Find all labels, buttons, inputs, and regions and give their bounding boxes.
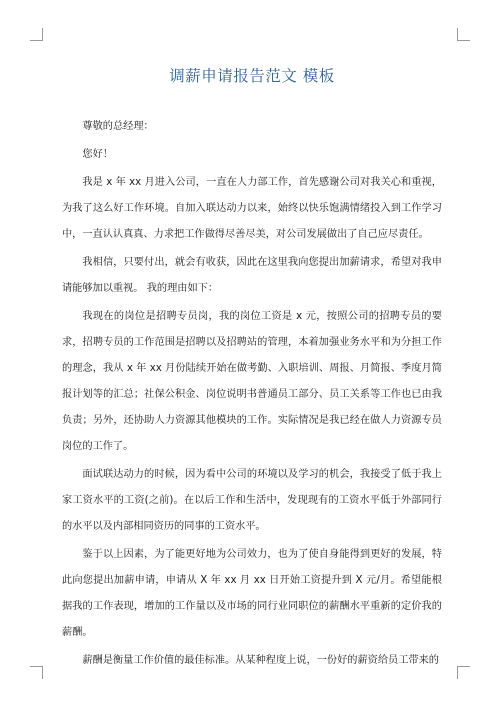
paragraph-2: 我相信，只要付出，就会有收获，因此在这里我向您提出加薪请求，希望对我申请能够加以重视。 我的理由如下：: [62, 257, 442, 294]
greeting: 您好！: [82, 149, 113, 160]
paragraph-6: 薪酬是衡量工作价值的最佳标准。从某种程度上说，一份好的薪资给员工带来的: [82, 655, 439, 666]
paragraph-3: 我现在的岗位是招聘专员岗，我的岗位工资是 x 元，按照公司的招聘专员的要求，招聘专员的工作范围是招聘以及招聘站的管理，本着加强业务水平和为分担工作的理念，我从 x 年 xx 月份陆续开始在做考勤、入职培训、周报、月简报、季度月简报计划等的汇总；社保公积金、岗位说明书普通员工部分、员工关系等工作也已由我负责；另外，还协助人力资源其他模块的工作。实际情况是我已经在做人力资源专员岗位的工作了。: [62, 311, 442, 452]
document-page: [62, 64, 442, 674]
corner-mark-bottom-right: [457, 666, 470, 679]
document-title: 调薪申请报告范文 模板: [169, 67, 335, 85]
paragraph-1: 我是 x 年 xx 月进入公司，一直在人力部工作，首先感谢公司对我关心和重视，为我了这么好工作环境。自加入联达动力以来，始终以快乐饱满情绪投入到工作学习中，一直认认真真、力求把工作做得尽善尽美，对公司发展做出了自己应尽责任。: [62, 177, 442, 240]
paragraph-5: 鉴于以上因素，为了能更好地为公司效力，也为了使自身能得到更好的发展，特此向您提出加薪申请，申请从 X 年 xx 月 xx 日开始工资提升到 X 元/月。希望能根据我的工作表现，增加的工作量以及市场的同行业同职位的薪酬水平重新的定价我的薪酬。: [62, 549, 442, 638]
corner-mark-top-right: [457, 28, 470, 41]
corner-mark-top-left: [30, 28, 43, 41]
corner-mark-bottom-left: [30, 666, 43, 679]
paragraph-4: 面试联达动力的时候，因为看中公司的环境以及学习的机会，我接受了低于我上家工资水平的工资(之前)。在以后工作和生活中，发现现有的工资水平低于外部同行的水平以及内部相同资历的同事的工资水平。: [62, 469, 442, 532]
salutation: 尊敬的总经理：: [82, 121, 154, 132]
